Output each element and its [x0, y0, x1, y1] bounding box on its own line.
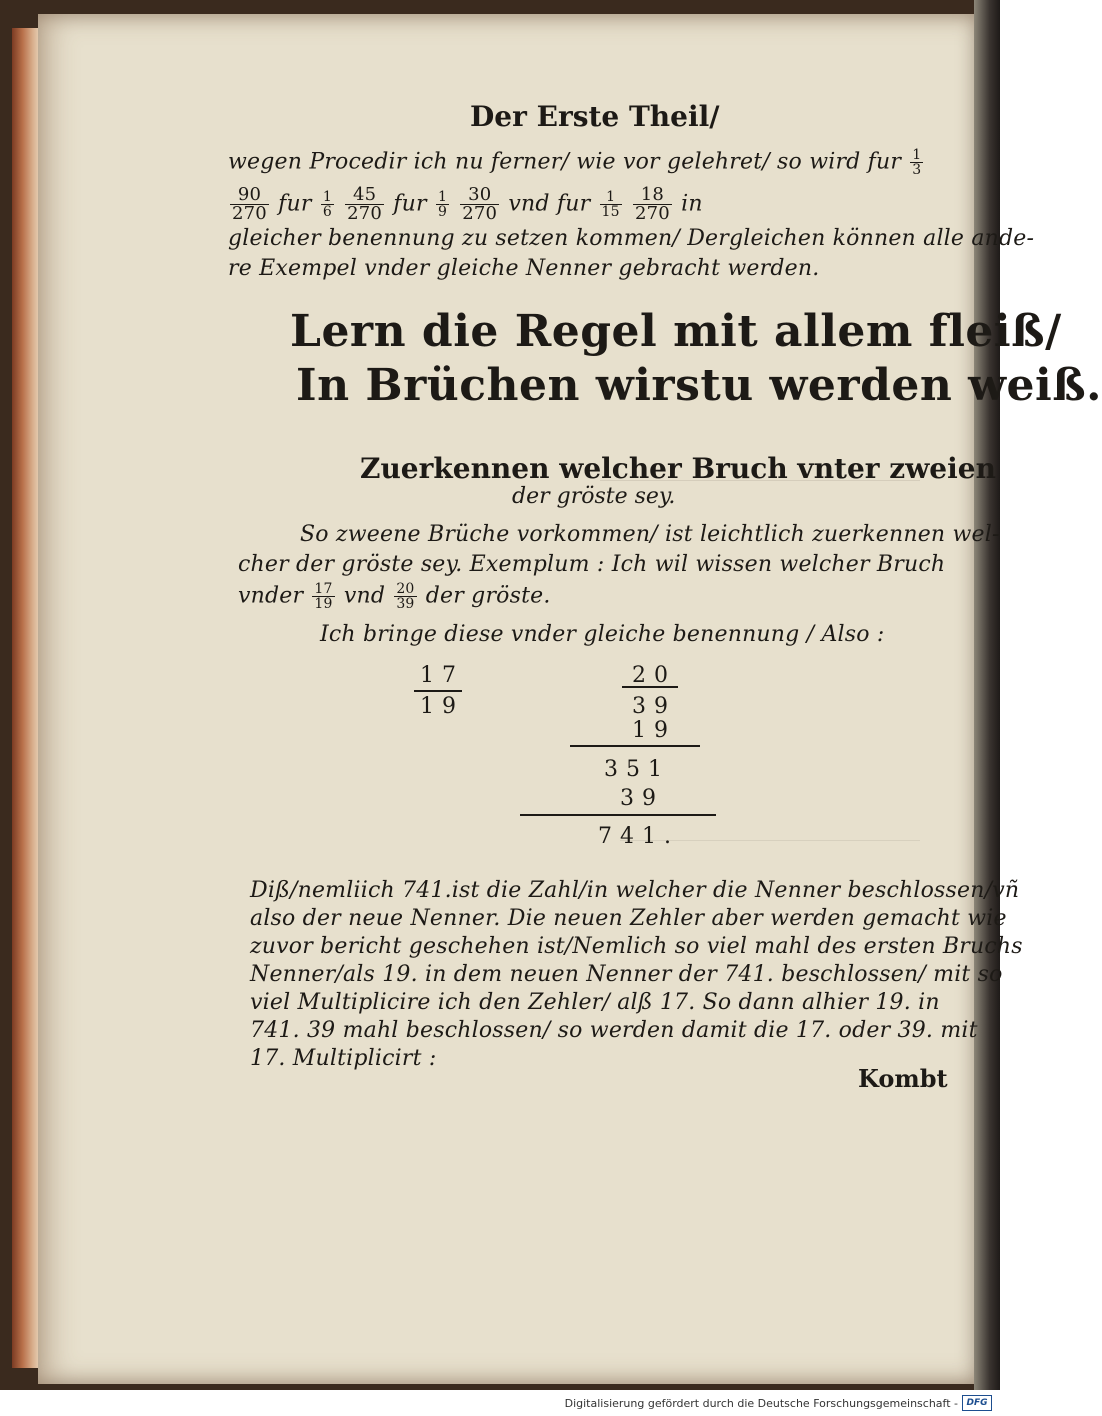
- calc-value: 39: [620, 786, 664, 811]
- fraction: [230, 186, 269, 223]
- text-line: So zweene Brüche vorkommen/ ist leichtlich zuerkennen wel-: [300, 522, 1000, 547]
- calc-rule: [570, 745, 700, 747]
- calc-value: 351: [604, 757, 670, 782]
- dfg-logo: DFG: [962, 1395, 992, 1411]
- text-line: [228, 148, 925, 177]
- fraction-numerator: 1: [600, 190, 622, 205]
- text-line: Diß/nemliich 741.ist die Zahl/in welcher die Nenner beschlossen/vñ: [250, 878, 1020, 903]
- text-span: der gröste.: [425, 583, 551, 609]
- text-line: cher der gröste sey. Exemplum : Ich wil wissen welcher Bruch: [238, 552, 946, 577]
- text-span: fur: [278, 191, 312, 217]
- fraction-numerator: 30: [460, 186, 499, 205]
- fraction: [312, 582, 334, 611]
- motto-line: In Brüchen wirstu werden weiß.: [296, 360, 1102, 411]
- section-heading: Zuerkennen welcher Bruch vnter zweien: [360, 452, 996, 485]
- fraction-denominator: 3: [912, 162, 922, 178]
- section-subheading: der gröste sey.: [512, 484, 676, 509]
- fraction-denominator: 19: [314, 596, 333, 612]
- text-span: wegen Procedir ich nu ferner/ wie vor gelehret/ so wird fur: [228, 149, 902, 175]
- fraction-denominator: 9: [437, 204, 448, 220]
- fraction: [394, 582, 416, 611]
- running-head: Der Erste Theil/: [470, 100, 720, 133]
- fraction: [436, 190, 449, 219]
- text-line: Nenner/als 19. in dem neuen Nenner der 741. beschlossen/ mit so: [250, 962, 1003, 987]
- fraction-denominator: 270: [347, 203, 383, 224]
- fraction-numerator: 90: [230, 186, 269, 205]
- footer-credit: Digitalisierung gefördert durch die Deutsche Forschungsgemeinschaft -: [564, 1397, 958, 1410]
- fraction-denominator: 270: [634, 203, 670, 224]
- text-span: vnder: [238, 583, 304, 609]
- calc-value: 19: [632, 718, 676, 743]
- calc-result: 741.: [598, 824, 679, 849]
- fraction: [910, 148, 923, 177]
- text-line: [238, 582, 551, 611]
- fraction-numerator: 1: [437, 189, 448, 205]
- fraction: [460, 186, 499, 223]
- fraction: [600, 190, 622, 219]
- text-line: viel Multiplicire ich den Zehler/ alß 17. So dann alhier 19. in: [250, 990, 940, 1015]
- calc-left-numerator: 17: [420, 663, 464, 688]
- text-line: re Exempel vnder gleiche Nenner gebracht werden.: [228, 256, 820, 281]
- fraction-numerator: 1: [322, 189, 332, 205]
- text-line: Ich bringe diese vnder gleiche benennung / Also :: [320, 622, 885, 647]
- book-edge-right: [974, 0, 1000, 1390]
- calc-left-denominator: 19: [420, 694, 464, 719]
- fraction: [345, 186, 384, 223]
- text-span: vnd fur: [508, 191, 591, 217]
- catchword: Kombt: [858, 1064, 948, 1093]
- motto-line: Lern die Regel mit allem fleiß/: [290, 306, 1062, 357]
- calc-fraction-bar: [622, 686, 678, 688]
- fraction-denominator: 15: [601, 204, 620, 220]
- fraction-denominator: 6: [322, 204, 332, 220]
- fraction-denominator: 270: [462, 203, 498, 224]
- calc-rule: [520, 814, 716, 816]
- fraction-numerator: 45: [345, 186, 384, 205]
- fraction-numerator: 18: [633, 186, 672, 205]
- fraction-denominator: 270: [232, 203, 267, 224]
- text-line: [228, 186, 703, 223]
- fraction: [321, 190, 334, 219]
- footer-bar: [0, 1390, 1000, 1416]
- text-line: 17. Multiplicirt :: [250, 1046, 437, 1071]
- text-span: in: [681, 191, 703, 217]
- calc-fraction-bar: [414, 690, 462, 692]
- text-span: vnd: [343, 583, 386, 609]
- fraction-numerator: 20: [396, 581, 415, 597]
- text-span: fur: [393, 191, 427, 217]
- fraction: [633, 186, 672, 223]
- calc-value: 39: [632, 694, 676, 719]
- text-line: 741. 39 mahl beschlossen/ so werden damit die 17. oder 39. mit: [250, 1018, 978, 1043]
- text-line: gleicher benennung zu setzen kommen/ Dergleichen können alle ande-: [228, 226, 1035, 251]
- calc-right-numerator: 20: [632, 663, 676, 688]
- text-line: zuvor bericht geschehen ist/Nemlich so viel mahl des ersten Bruchs: [250, 934, 1023, 959]
- fraction-denominator: 39: [396, 596, 415, 612]
- text-line: also der neue Nenner. Die neuen Zehler aber werden gemacht wie: [250, 906, 1007, 931]
- fraction-numerator: 17: [314, 581, 333, 597]
- fraction-numerator: 1: [912, 147, 922, 163]
